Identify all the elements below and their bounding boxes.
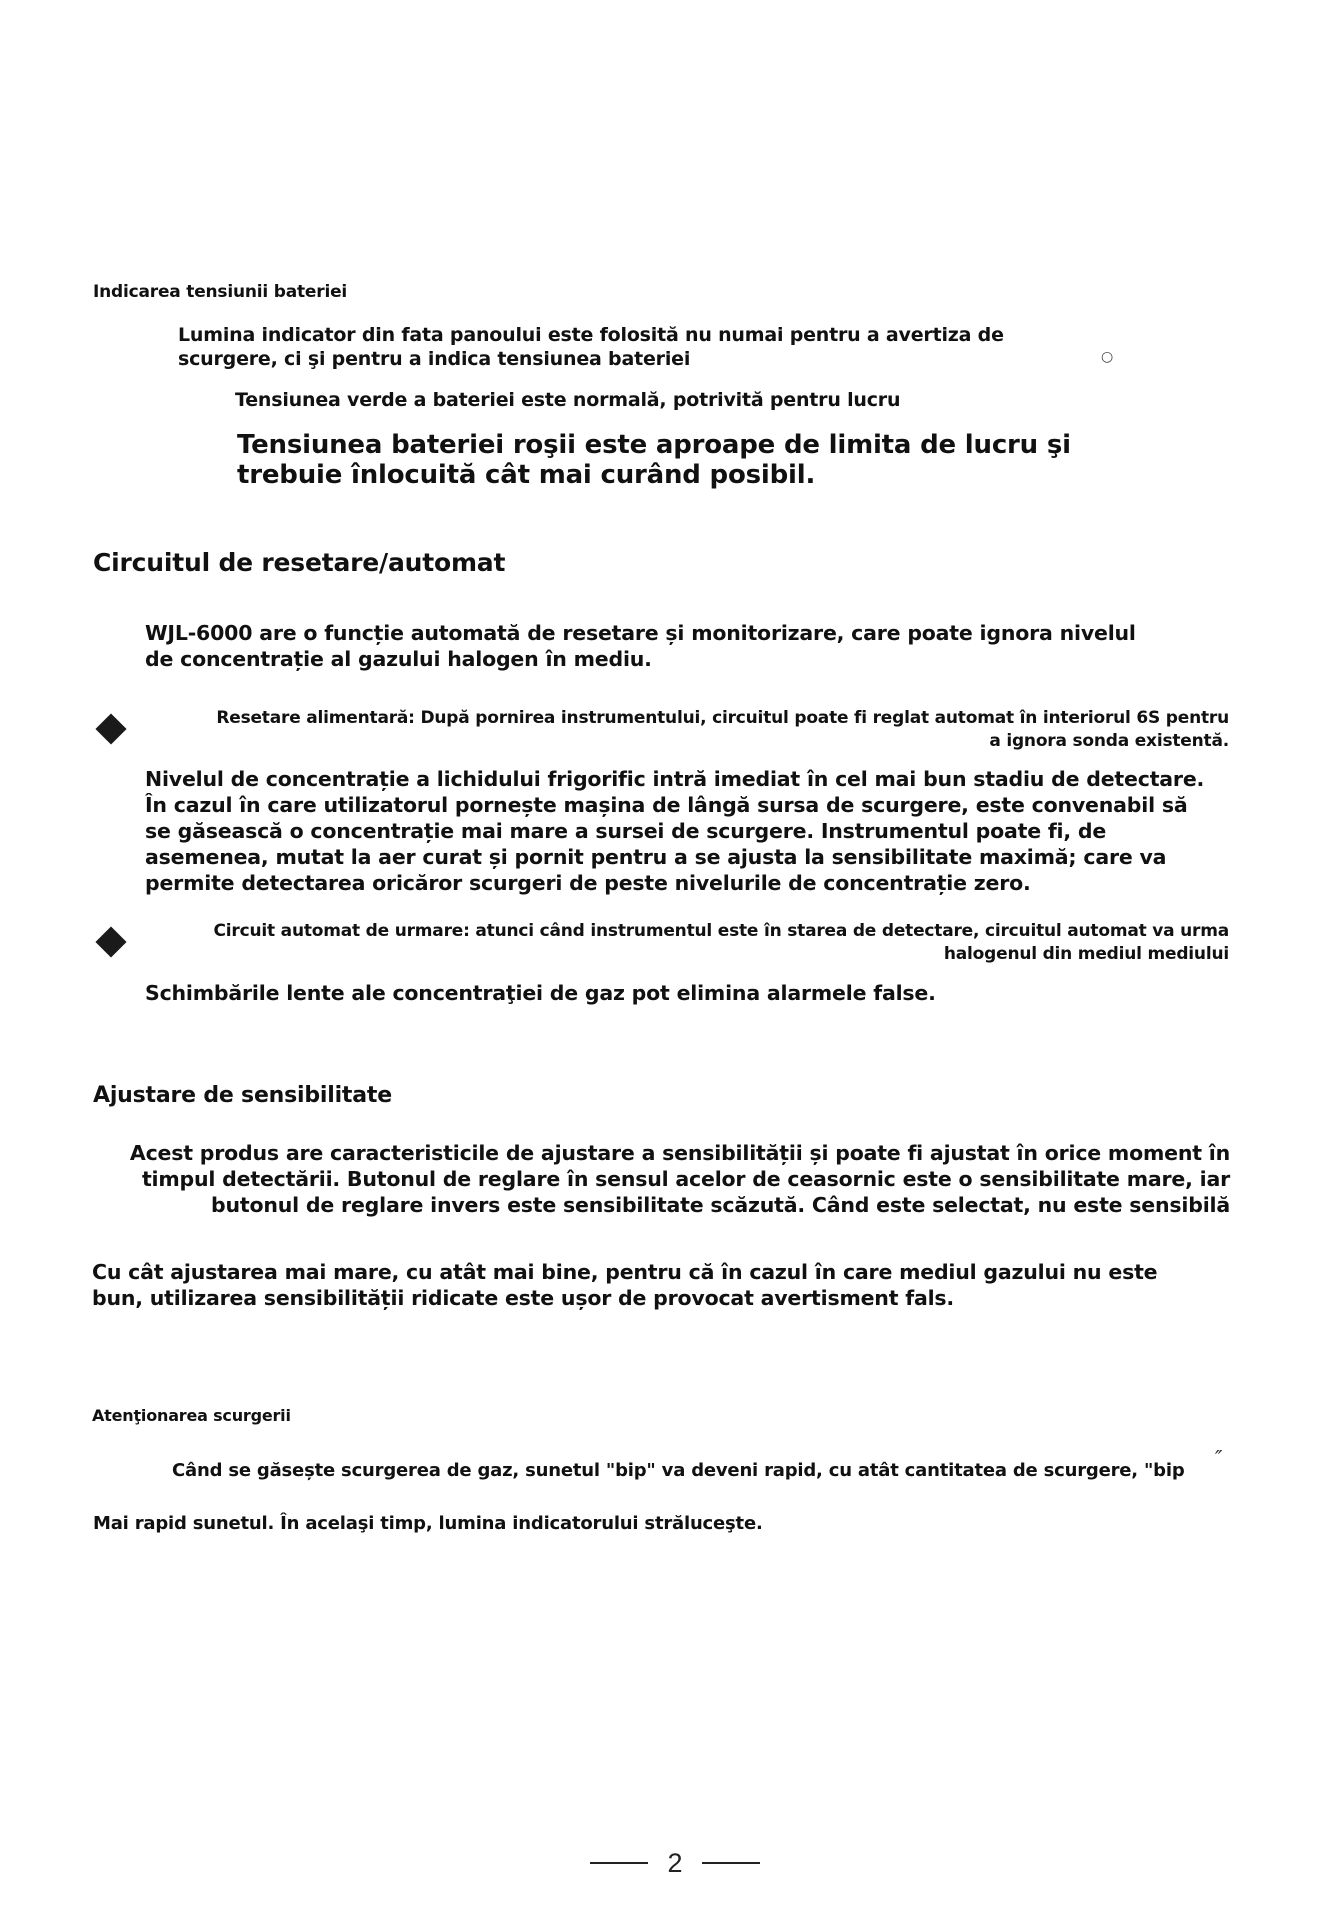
battery-heading: Indicarea tensiunii bateriei — [93, 282, 348, 302]
sensitivity-note-line-1: Cu cât ajustarea mai mare, cu atât mai bine, pentru că în cazul în care mediul gazului nu este — [92, 1260, 1158, 1284]
bullet-auto-follow-line-1: Circuit automat de urmare: atunci când instrumentul este în starea de detectare, circuitul automat va urma — [213, 921, 1229, 941]
reset-closing-line: Schimbările lente ale concentraţiei de gaz pot elimina alarmele false. — [145, 981, 936, 1005]
reset-detail-line-2: În cazul în care utilizatorul pornește mașina de lângă sursa de scurgere, este convenabil să — [145, 793, 1188, 817]
stray-quote-mark: ″ — [1215, 1446, 1223, 1470]
bullet-auto-follow-line-2: halogenul din mediul mediului — [943, 944, 1229, 964]
leak-alert-line-2: Mai rapid sunetul. În acelaşi timp, lumina indicatorului străluceşte. — [93, 1513, 763, 1534]
reset-intro-line-2: de concentrație al gazului halogen în mediu. — [145, 647, 652, 671]
bullet-power-reset-line-2: a ignora sonda existentă. — [989, 731, 1229, 751]
leak-alert-heading: Atenţionarea scurgerii — [92, 1406, 291, 1425]
reset-detail-line-5: permite detectarea oricăror scurgeri de peste nivelurile de concentrație zero. — [145, 871, 1031, 895]
battery-intro-line-2: scurgere, ci şi pentru a indica tensiunea bateriei — [178, 348, 691, 370]
leak-alert-line-1: Când se găsește scurgerea de gaz, sunetul "bip" va deveni rapid, cu atât cantitatea de scurgere, "bip — [172, 1460, 1185, 1481]
reset-intro-line-1: WJL-6000 are o funcție automată de resetare și monitorizare, care poate ignora nivelul — [145, 621, 1136, 645]
reset-detail-line-1: Nivelul de concentrație a lichidului frigorific intră imediat în cel mai bun stadiu de detectare. — [145, 767, 1205, 791]
sensitivity-para-line-1: Acest produs are caracteristicile de ajustare a sensibilității și poate fi ajustat în orice moment în — [129, 1141, 1230, 1165]
page-number — [590, 1848, 760, 1878]
page-number-rule-left — [590, 1862, 648, 1864]
reset-heading: Circuitul de resetare/automat — [93, 548, 506, 577]
reset-detail-line-4: asemenea, mutat la aer curat și pornit pentru a se ajusta la sensibilitate maximă; care va — [145, 845, 1167, 869]
reset-detail-line-3: se găsească o concentrație mai mare a sursei de scurgere. Instrumentul poate fi, de — [145, 819, 1107, 843]
page-number-rule-right — [702, 1862, 760, 1864]
battery-red-line-2: trebuie înlocuită cât mai curând posibil. — [237, 460, 816, 490]
stray-circle-mark: ○ — [1101, 349, 1114, 365]
bullet-diamond-icon — [95, 926, 126, 957]
bullet-power-reset-line-1: Resetare alimentară: După pornirea instrumentului, circuitul poate fi reglat automat în interiorul 6S pentru — [216, 708, 1229, 728]
page-number-value: 2 — [667, 1847, 683, 1878]
sensitivity-para-line-2: timpul detectării. Butonul de reglare în sensul acelor de ceasornic este o sensibilitate mare, iar — [141, 1167, 1230, 1191]
battery-intro-line-1: Lumina indicator din fata panoului este folosită nu numai pentru a avertiza de — [178, 324, 1004, 346]
sensitivity-heading: Ajustare de sensibilitate — [93, 1083, 392, 1108]
bullet-diamond-icon — [95, 713, 126, 744]
sensitivity-note-line-2: bun, utilizarea sensibilității ridicate este ușor de provocat avertisment fals. — [92, 1286, 955, 1310]
battery-red-line-1: Tensiunea bateriei roşii este aproape de limita de lucru şi — [237, 430, 1071, 460]
battery-green-line: Tensiunea verde a bateriei este normală, potrivită pentru lucru — [235, 389, 901, 411]
sensitivity-para-line-3: butonul de reglare invers este sensibilitate scăzută. Când este selectat, nu este sensibilă — [211, 1193, 1230, 1217]
